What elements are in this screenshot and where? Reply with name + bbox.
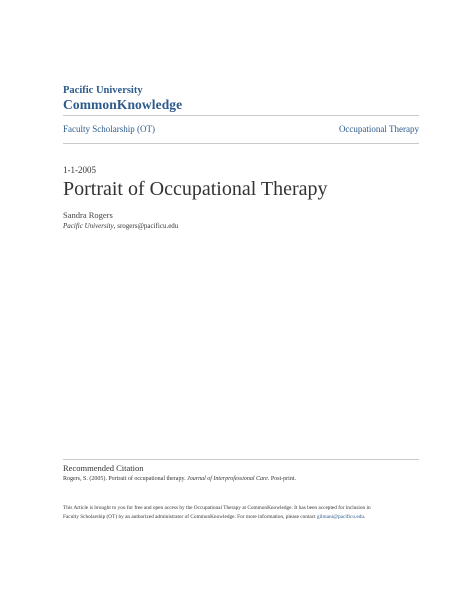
author-affiliation xyxy=(63,222,178,230)
department-link[interactable]: Occupational Therapy xyxy=(338,124,419,134)
site-logo[interactable] xyxy=(63,85,182,113)
notice-end: . xyxy=(364,514,366,520)
article-title: Portrait of Occupational Therapy xyxy=(63,178,328,200)
notice-line-2: Faculty Scholarship (OT) by an authorized administrator of CommonKnowledge. For more information, please contact xyxy=(63,514,317,520)
citation-heading: Recommended Citation xyxy=(63,463,144,473)
brand-repository: CommonKnowledge xyxy=(63,97,183,112)
nav-divider xyxy=(63,143,419,144)
author-email: , srogers@pacificu.edu xyxy=(113,222,179,230)
access-notice xyxy=(63,504,419,522)
notice-line-1: This Article is brought to you for free and open access by the Occupational Therapy at CommonKnowledge. It has been accepted for inclusion in xyxy=(63,505,371,511)
citation-journal: Journal of Interprofessional Care xyxy=(187,476,268,482)
citation-text xyxy=(63,476,419,482)
brand-university: Pacific University xyxy=(63,85,143,96)
affiliation-institution: Pacific University xyxy=(63,222,114,230)
citation-prefix: Rogers, S. (2005). Portrait of occupational therapy. xyxy=(63,476,188,482)
collection-link[interactable]: Faculty Scholarship (OT) xyxy=(63,124,155,134)
author-name: Sandra Rogers xyxy=(63,210,113,220)
citation-divider xyxy=(63,459,419,460)
contact-email-link[interactable]: gilmani@pacificu.edu xyxy=(316,514,364,520)
breadcrumb xyxy=(63,124,419,134)
top-divider xyxy=(63,115,419,116)
citation-suffix: . Post-print. xyxy=(267,476,296,482)
publication-date: 1-1-2005 xyxy=(63,165,96,175)
